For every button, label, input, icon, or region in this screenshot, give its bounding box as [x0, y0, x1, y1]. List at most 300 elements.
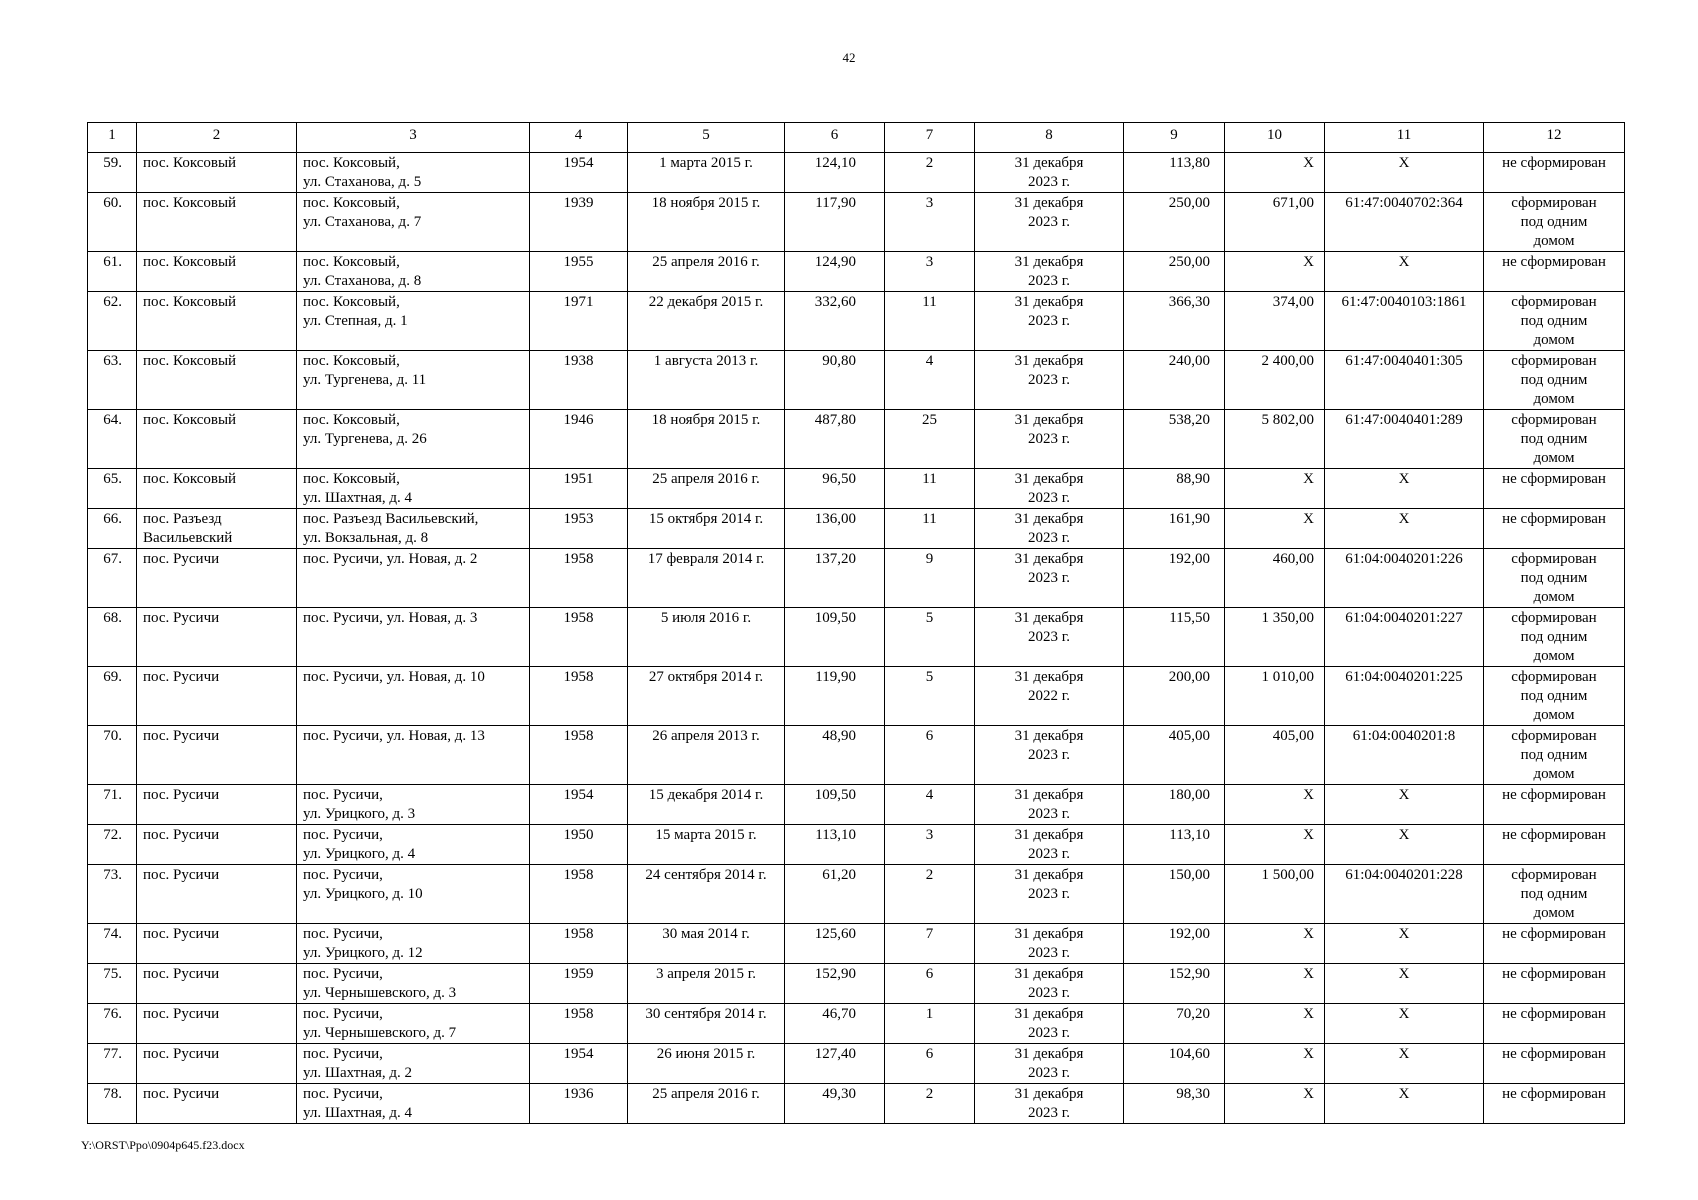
table-row [88, 667, 1625, 726]
column-number-row [88, 123, 1625, 153]
residents-cell: 9 [885, 549, 975, 608]
settlement-cell [137, 924, 297, 964]
cadastral-number-cell: 61:04:0040201:8 [1325, 726, 1484, 785]
footer-file-path: Y:\ORST\Ppo\0904p645.f23.docx [81, 1138, 245, 1152]
column-9-cell: 161,90 [1124, 509, 1225, 549]
year-built-cell: 1936 [530, 1084, 628, 1124]
land-status-line: под одним [1520, 570, 1588, 586]
settlement-cell [137, 1084, 297, 1124]
address-cell [297, 964, 530, 1004]
deadline-line: 2023 г. [1028, 214, 1070, 230]
settlement-line: Васильевский [143, 530, 233, 546]
year-built-cell: 1958 [530, 924, 628, 964]
column-9-cell: 192,00 [1124, 549, 1225, 608]
recognition-date-cell: 5 июля 2016 г. [628, 608, 785, 667]
deadline-cell [975, 785, 1124, 825]
table-row [88, 193, 1625, 252]
land-status-line: под одним [1520, 313, 1588, 329]
land-status-line: домом [1533, 332, 1575, 348]
land-status-line: не сформирован [1502, 926, 1606, 942]
year-built-cell: 1939 [530, 193, 628, 252]
address-cell [297, 549, 530, 608]
land-area-cell: X [1225, 964, 1325, 1004]
settlement-cell [137, 509, 297, 549]
settlement-line: пос. Русичи [143, 867, 220, 883]
land-area-cell: X [1225, 509, 1325, 549]
housing-registry-table [87, 122, 1625, 1124]
land-status-line: под одним [1520, 747, 1588, 763]
area-cell: 90,80 [785, 351, 885, 410]
year-built-cell: 1946 [530, 410, 628, 469]
land-area-cell: 405,00 [1225, 726, 1325, 785]
column-9-cell: 113,10 [1124, 825, 1225, 865]
settlement-cell [137, 252, 297, 292]
deadline-line: 2023 г. [1028, 846, 1070, 862]
address-cell [297, 351, 530, 410]
table-body [88, 123, 1625, 1124]
land-area-cell: 1 350,00 [1225, 608, 1325, 667]
address-cell [297, 1004, 530, 1044]
address-line: ул. Стаханова, д. 8 [303, 273, 422, 289]
year-built-cell: 1959 [530, 964, 628, 1004]
cadastral-number-cell: X [1325, 469, 1484, 509]
settlement-line: пос. Русичи [143, 1046, 220, 1062]
settlement-line: пос. Русичи [143, 610, 220, 626]
residents-cell: 2 [885, 1084, 975, 1124]
settlement-cell [137, 1004, 297, 1044]
column-number: 3 [297, 123, 530, 153]
settlement-line: пос. Русичи [143, 787, 220, 803]
address-line: ул. Урицкого, д. 12 [303, 945, 423, 961]
address-line: пос. Русичи, ул. Новая, д. 2 [303, 551, 478, 567]
area-cell: 137,20 [785, 549, 885, 608]
deadline-line: 2023 г. [1028, 273, 1070, 289]
row-number-cell: 65. [88, 469, 137, 509]
area-cell: 136,00 [785, 509, 885, 549]
deadline-line: 2023 г. [1028, 1105, 1070, 1121]
recognition-date-cell: 18 ноября 2015 г. [628, 193, 785, 252]
address-line: ул. Шахтная, д. 4 [303, 490, 413, 506]
residents-cell: 2 [885, 153, 975, 193]
row-number-cell: 63. [88, 351, 137, 410]
address-cell [297, 1084, 530, 1124]
land-status-line: домом [1533, 589, 1575, 605]
recognition-date-cell: 25 апреля 2016 г. [628, 252, 785, 292]
table-row [88, 726, 1625, 785]
address-line: пос. Коксовый, [303, 294, 400, 310]
settlement-line: пос. Коксовый [143, 155, 237, 171]
area-cell: 113,10 [785, 825, 885, 865]
address-cell [297, 193, 530, 252]
land-area-cell: 460,00 [1225, 549, 1325, 608]
address-line: пос. Русичи, [303, 966, 383, 982]
area-cell: 46,70 [785, 1004, 885, 1044]
land-status-line: не сформирован [1502, 966, 1606, 982]
deadline-line: 31 декабря [1014, 551, 1084, 567]
address-cell [297, 509, 530, 549]
column-9-cell: 150,00 [1124, 865, 1225, 924]
land-status-line: домом [1533, 648, 1575, 664]
land-status-cell [1484, 252, 1625, 292]
area-cell: 124,10 [785, 153, 885, 193]
settlement-line: пос. Русичи [143, 669, 220, 685]
address-line: ул. Стаханова, д. 7 [303, 214, 422, 230]
land-status-line: под одним [1520, 372, 1588, 388]
recognition-date-cell: 27 октября 2014 г. [628, 667, 785, 726]
row-number-cell: 71. [88, 785, 137, 825]
page-number: 42 [842, 50, 856, 65]
table-row [88, 825, 1625, 865]
column-9-cell: 240,00 [1124, 351, 1225, 410]
land-status-line: не сформирован [1502, 1086, 1606, 1102]
column-number: 8 [975, 123, 1124, 153]
deadline-line: 2023 г. [1028, 570, 1070, 586]
year-built-cell: 1953 [530, 509, 628, 549]
land-status-cell [1484, 292, 1625, 351]
land-status-line: сформирован [1511, 610, 1597, 626]
land-status-cell [1484, 924, 1625, 964]
deadline-cell [975, 292, 1124, 351]
deadline-line: 31 декабря [1014, 827, 1084, 843]
table-row [88, 252, 1625, 292]
deadline-line: 2023 г. [1028, 945, 1070, 961]
settlement-cell [137, 549, 297, 608]
land-status-line: не сформирован [1502, 471, 1606, 487]
deadline-cell [975, 964, 1124, 1004]
address-line: пос. Русичи, ул. Новая, д. 13 [303, 728, 485, 744]
table-row [88, 469, 1625, 509]
deadline-line: 31 декабря [1014, 966, 1084, 982]
area-cell: 124,90 [785, 252, 885, 292]
cadastral-number-cell: X [1325, 153, 1484, 193]
deadline-cell [975, 825, 1124, 865]
column-9-cell: 104,60 [1124, 1044, 1225, 1084]
deadline-cell [975, 608, 1124, 667]
land-status-cell [1484, 469, 1625, 509]
deadline-line: 31 декабря [1014, 926, 1084, 942]
settlement-line: пос. Русичи [143, 551, 220, 567]
deadline-line: 31 декабря [1014, 294, 1084, 310]
area-cell: 61,20 [785, 865, 885, 924]
residents-cell: 25 [885, 410, 975, 469]
deadline-line: 31 декабря [1014, 867, 1084, 883]
row-number-cell: 70. [88, 726, 137, 785]
settlement-cell [137, 964, 297, 1004]
recognition-date-cell: 15 декабря 2014 г. [628, 785, 785, 825]
land-status-cell [1484, 153, 1625, 193]
land-status-cell [1484, 193, 1625, 252]
recognition-date-cell: 26 апреля 2013 г. [628, 726, 785, 785]
land-area-cell: 2 400,00 [1225, 351, 1325, 410]
deadline-cell [975, 410, 1124, 469]
year-built-cell: 1958 [530, 726, 628, 785]
address-line: пос. Русичи, ул. Новая, д. 3 [303, 610, 478, 626]
deadline-cell [975, 1044, 1124, 1084]
year-built-cell: 1971 [530, 292, 628, 351]
area-cell: 332,60 [785, 292, 885, 351]
column-number: 10 [1225, 123, 1325, 153]
address-cell [297, 153, 530, 193]
column-number: 11 [1325, 123, 1484, 153]
deadline-cell [975, 351, 1124, 410]
residents-cell: 5 [885, 667, 975, 726]
deadline-line: 2023 г. [1028, 806, 1070, 822]
residents-cell: 6 [885, 1044, 975, 1084]
address-line: пос. Коксовый, [303, 254, 400, 270]
settlement-line: пос. Русичи [143, 728, 220, 744]
land-status-cell [1484, 1084, 1625, 1124]
row-number-cell: 66. [88, 509, 137, 549]
land-status-line: не сформирован [1502, 254, 1606, 270]
residents-cell: 1 [885, 1004, 975, 1044]
address-line: пос. Русичи, [303, 827, 383, 843]
land-status-line: не сформирован [1502, 827, 1606, 843]
address-line: ул. Чернышевского, д. 7 [303, 1025, 457, 1041]
table-row [88, 785, 1625, 825]
year-built-cell: 1954 [530, 1044, 628, 1084]
land-status-line: сформирован [1511, 353, 1597, 369]
cadastral-number-cell: 61:47:0040401:289 [1325, 410, 1484, 469]
land-status-cell [1484, 825, 1625, 865]
land-area-cell: 1 010,00 [1225, 667, 1325, 726]
land-status-line: сформирован [1511, 669, 1597, 685]
settlement-cell [137, 351, 297, 410]
address-cell [297, 292, 530, 351]
deadline-line: 2023 г. [1028, 313, 1070, 329]
table-row [88, 964, 1625, 1004]
land-status-line: сформирован [1511, 195, 1597, 211]
land-status-line: сформирован [1511, 294, 1597, 310]
land-status-line: домом [1533, 233, 1575, 249]
column-number: 9 [1124, 123, 1225, 153]
deadline-line: 31 декабря [1014, 669, 1084, 685]
address-line: ул. Урицкого, д. 4 [303, 846, 416, 862]
land-status-line: сформирован [1511, 867, 1597, 883]
land-area-cell: X [1225, 469, 1325, 509]
area-cell: 49,30 [785, 1084, 885, 1124]
settlement-line: пос. Разъезд [143, 511, 222, 527]
deadline-line: 2023 г. [1028, 985, 1070, 1001]
deadline-cell [975, 1084, 1124, 1124]
deadline-line: 31 декабря [1014, 471, 1084, 487]
residents-cell: 11 [885, 292, 975, 351]
settlement-cell [137, 667, 297, 726]
cadastral-number-cell: X [1325, 1044, 1484, 1084]
recognition-date-cell: 24 сентября 2014 г. [628, 865, 785, 924]
land-area-cell: X [1225, 1004, 1325, 1044]
address-cell [297, 726, 530, 785]
deadline-line: 2023 г. [1028, 530, 1070, 546]
address-line: пос. Русичи, [303, 1086, 383, 1102]
land-status-line: под одним [1520, 886, 1588, 902]
land-status-cell [1484, 351, 1625, 410]
cadastral-number-cell: 61:04:0040201:226 [1325, 549, 1484, 608]
recognition-date-cell: 15 октября 2014 г. [628, 509, 785, 549]
land-status-line: сформирован [1511, 412, 1597, 428]
year-built-cell: 1938 [530, 351, 628, 410]
address-cell [297, 865, 530, 924]
column-number: 7 [885, 123, 975, 153]
deadline-cell [975, 924, 1124, 964]
land-status-cell [1484, 1004, 1625, 1044]
table-row [88, 351, 1625, 410]
recognition-date-cell: 15 марта 2015 г. [628, 825, 785, 865]
land-area-cell: X [1225, 924, 1325, 964]
year-built-cell: 1954 [530, 785, 628, 825]
area-cell: 48,90 [785, 726, 885, 785]
deadline-cell [975, 252, 1124, 292]
deadline-line: 2023 г. [1028, 431, 1070, 447]
settlement-line: пос. Коксовый [143, 254, 237, 270]
residents-cell: 11 [885, 509, 975, 549]
deadline-line: 2023 г. [1028, 372, 1070, 388]
cadastral-number-cell: X [1325, 785, 1484, 825]
area-cell: 109,50 [785, 785, 885, 825]
land-status-line: под одним [1520, 629, 1588, 645]
address-cell [297, 1044, 530, 1084]
area-cell: 96,50 [785, 469, 885, 509]
deadline-cell [975, 509, 1124, 549]
row-number-cell: 78. [88, 1084, 137, 1124]
residents-cell: 3 [885, 252, 975, 292]
row-number-cell: 73. [88, 865, 137, 924]
area-cell: 109,50 [785, 608, 885, 667]
deadline-line: 31 декабря [1014, 728, 1084, 744]
address-line: пос. Коксовый, [303, 471, 400, 487]
deadline-line: 31 декабря [1014, 195, 1084, 211]
land-area-cell: X [1225, 1084, 1325, 1124]
cadastral-number-cell: 61:47:0040401:305 [1325, 351, 1484, 410]
cadastral-number-cell: X [1325, 509, 1484, 549]
land-area-cell: X [1225, 1044, 1325, 1084]
residents-cell: 7 [885, 924, 975, 964]
residents-cell: 11 [885, 469, 975, 509]
row-number-cell: 75. [88, 964, 137, 1004]
cadastral-number-cell: 61:04:0040201:228 [1325, 865, 1484, 924]
recognition-date-cell: 25 апреля 2016 г. [628, 469, 785, 509]
column-9-cell: 405,00 [1124, 726, 1225, 785]
address-cell [297, 608, 530, 667]
table-row [88, 865, 1625, 924]
column-9-cell: 180,00 [1124, 785, 1225, 825]
address-line: ул. Тургенева, д. 26 [303, 431, 427, 447]
cadastral-number-cell: X [1325, 1004, 1484, 1044]
row-number-cell: 64. [88, 410, 137, 469]
land-status-cell [1484, 608, 1625, 667]
deadline-line: 2023 г. [1028, 490, 1070, 506]
address-line: ул. Урицкого, д. 10 [303, 886, 423, 902]
settlement-line: пос. Коксовый [143, 195, 237, 211]
deadline-line: 31 декабря [1014, 610, 1084, 626]
year-built-cell: 1958 [530, 549, 628, 608]
deadline-cell [975, 153, 1124, 193]
settlement-line: пос. Коксовый [143, 294, 237, 310]
row-number-cell: 68. [88, 608, 137, 667]
land-status-cell [1484, 549, 1625, 608]
cadastral-number-cell: X [1325, 1084, 1484, 1124]
table-row [88, 1044, 1625, 1084]
year-built-cell: 1951 [530, 469, 628, 509]
year-built-cell: 1958 [530, 1004, 628, 1044]
land-status-cell [1484, 509, 1625, 549]
deadline-line: 2023 г. [1028, 886, 1070, 902]
cadastral-number-cell: X [1325, 924, 1484, 964]
recognition-date-cell: 26 июня 2015 г. [628, 1044, 785, 1084]
land-area-cell: X [1225, 252, 1325, 292]
table-row [88, 292, 1625, 351]
column-number: 5 [628, 123, 785, 153]
table-row [88, 608, 1625, 667]
land-status-line: не сформирован [1502, 1046, 1606, 1062]
address-line: пос. Коксовый, [303, 412, 400, 428]
row-number-cell: 61. [88, 252, 137, 292]
column-9-cell: 192,00 [1124, 924, 1225, 964]
address-cell [297, 825, 530, 865]
address-line: пос. Русичи, [303, 787, 383, 803]
deadline-line: 2023 г. [1028, 747, 1070, 763]
address-cell [297, 785, 530, 825]
land-status-cell [1484, 1044, 1625, 1084]
recognition-date-cell: 3 апреля 2015 г. [628, 964, 785, 1004]
residents-cell: 6 [885, 726, 975, 785]
column-9-cell: 115,50 [1124, 608, 1225, 667]
land-status-line: под одним [1520, 431, 1588, 447]
land-area-cell: X [1225, 825, 1325, 865]
land-status-line: домом [1533, 766, 1575, 782]
land-status-line: не сформирован [1502, 155, 1606, 171]
table-row [88, 153, 1625, 193]
residents-cell: 5 [885, 608, 975, 667]
column-number: 2 [137, 123, 297, 153]
land-status-line: сформирован [1511, 728, 1597, 744]
settlement-line: пос. Русичи [143, 966, 220, 982]
settlement-cell [137, 469, 297, 509]
deadline-cell [975, 1004, 1124, 1044]
deadline-line: 2022 г. [1028, 688, 1070, 704]
column-9-cell: 250,00 [1124, 193, 1225, 252]
table-row [88, 924, 1625, 964]
land-area-cell: X [1225, 785, 1325, 825]
deadline-line: 2023 г. [1028, 1065, 1070, 1081]
residents-cell: 3 [885, 193, 975, 252]
table-row [88, 1084, 1625, 1124]
deadline-line: 31 декабря [1014, 1006, 1084, 1022]
deadline-line: 31 декабря [1014, 412, 1084, 428]
address-line: ул. Степная, д. 1 [303, 313, 408, 329]
residents-cell: 4 [885, 351, 975, 410]
area-cell: 125,60 [785, 924, 885, 964]
address-cell [297, 924, 530, 964]
land-status-line: сформирован [1511, 551, 1597, 567]
area-cell: 117,90 [785, 193, 885, 252]
area-cell: 127,40 [785, 1044, 885, 1084]
row-number-cell: 76. [88, 1004, 137, 1044]
settlement-cell [137, 410, 297, 469]
area-cell: 487,80 [785, 410, 885, 469]
year-built-cell: 1950 [530, 825, 628, 865]
land-status-line: домом [1533, 707, 1575, 723]
land-status-line: не сформирован [1502, 1006, 1606, 1022]
deadline-line: 31 декабря [1014, 511, 1084, 527]
address-line: пос. Русичи, [303, 1006, 383, 1022]
settlement-cell [137, 292, 297, 351]
column-9-cell: 88,90 [1124, 469, 1225, 509]
settlement-line: пос. Русичи [143, 827, 220, 843]
year-built-cell: 1958 [530, 865, 628, 924]
land-area-cell: 671,00 [1225, 193, 1325, 252]
address-line: пос. Коксовый, [303, 195, 400, 211]
deadline-line: 2023 г. [1028, 629, 1070, 645]
